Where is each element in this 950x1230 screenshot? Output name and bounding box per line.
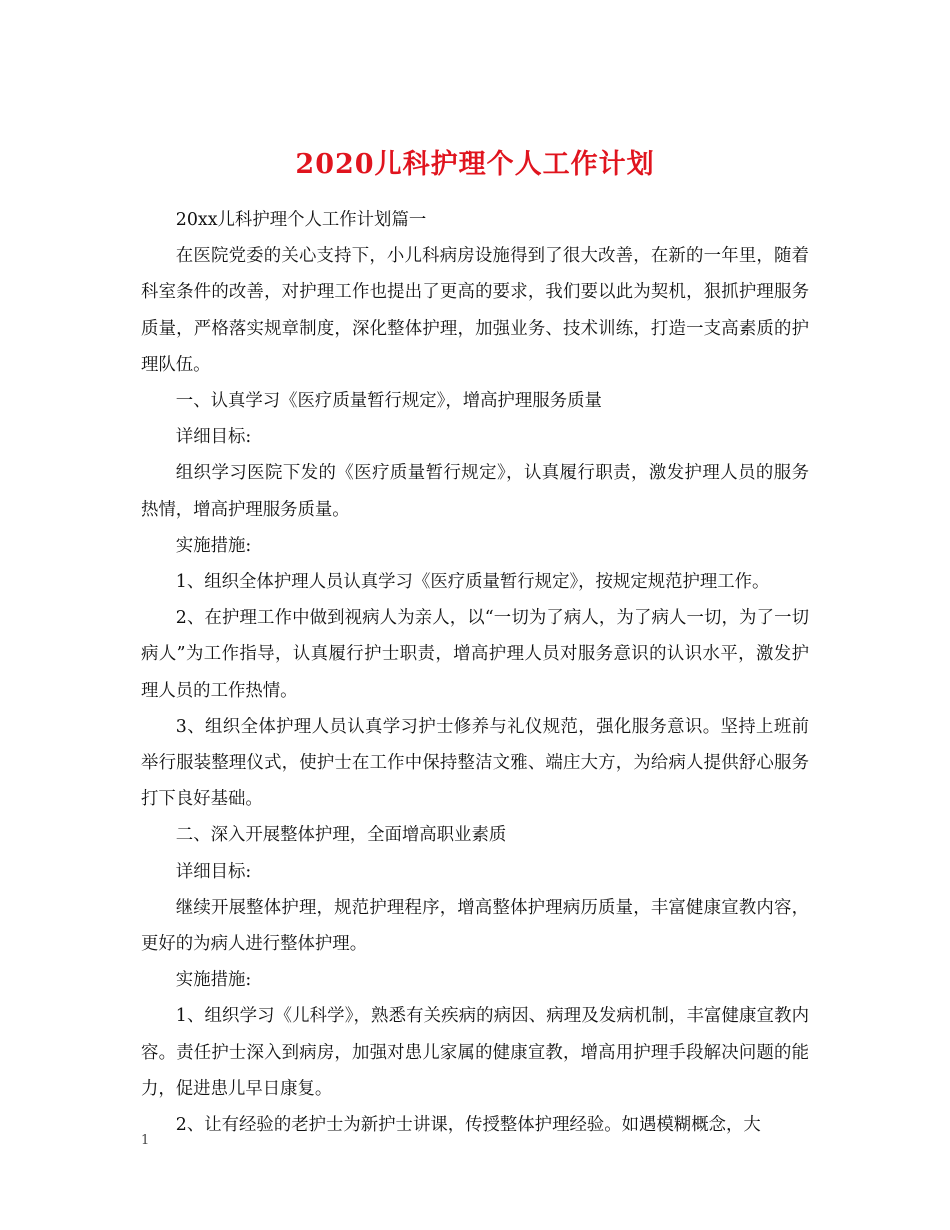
measures-label: 实施措施: [175,535,252,556]
paragraph-intro: 在医院党委的关心支持下，小儿科病房设施得到了很大改善，在新的一年里，随着科室条件的改善，对护理工作也提出了更高的要求，我们要以此为契机，狠抓护理服务质量，严格落实规章制度，深化整体护理，加强业务、技术训练，打造一支高素质的护理队伍。 [141,246,809,375]
paragraph-target-two: 继续开展整体护理，规范护理程序，增高整体护理病历质量，丰富健康宣教内容，更好的为病人进行整体护理。 [141,897,809,955]
measure-item: 2、在护理工作中做到视病人为亲人，以“一切为了病人，为了病人一切，为了一切病人”为工作指导，认真履行护士职责，增高护理人员对服务意识的认识水平，激发护理人员的工作热情。 [141,608,809,701]
paragraph-target-one: 组织学习医院下发的《医疗质量暂行规定》，认真履行职责，激发护理人员的服务热情，增高护理服务质量。 [141,463,809,520]
section-heading-two: 二、深入开展整体护理，全面增高职业素质 [175,825,507,846]
page-number: 1 [141,1133,150,1148]
measure-item: 1、组织全体护理人员认真学习《医疗质量暂行规定》，按规定规范护理工作。 [175,572,770,593]
document-title: 2020儿科护理个人工作计划 [295,149,655,181]
target-label: 详细目标: [175,427,252,448]
measures-label: 实施措施: [175,970,252,991]
document-body [141,202,809,1143]
measure-item: 3、组织全体护理人员认真学习护士修养与礼仪规范，强化服务意识。坚持上班前举行服装整理仪式，使护士在工作中保持整洁文雅、端庄大方，为给病人提供舒心服务打下良好基础。 [141,716,809,810]
measure-item: 1、组织学习《儿科学》，熟悉有关疾病的病因、病理及发病机制，丰富健康宣教内容。责任护士深入到病房，加强对患儿家属的健康宣教，增高用护理手段解决问题的能力，促进患儿早日康复。 [141,1006,809,1099]
section-heading-one: 一、认真学习《医疗质量暂行规定》，增高护理服务质量 [175,391,602,412]
measure-item: 2、让有经验的老护士为新护士讲课，传授整体护理经验。如遇模糊概念，大 [175,1115,761,1136]
target-label: 详细目标: [175,861,252,882]
section-heading-part-one: 20xx儿科护理个人工作计划篇一 [175,210,427,230]
